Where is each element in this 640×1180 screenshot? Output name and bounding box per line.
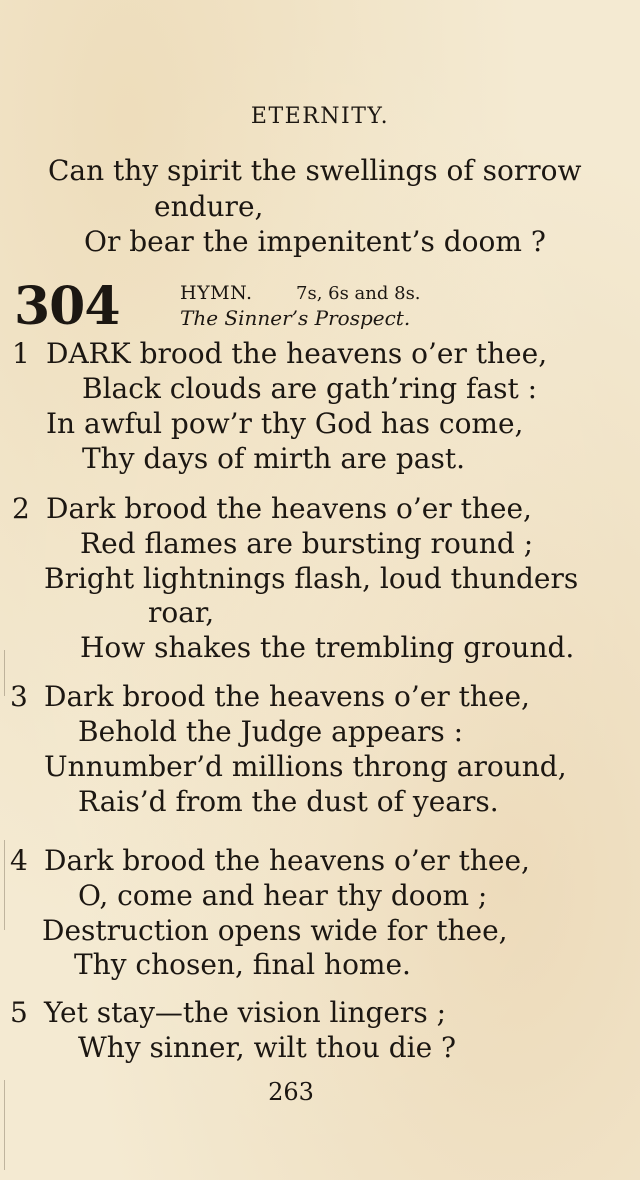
verse-line: DARK brood the heavens o’er thee,: [46, 337, 548, 370]
verse-line: Thy chosen, final home.: [74, 948, 411, 981]
hymn-title: The Sinner’s Prospect.: [180, 306, 411, 330]
verse-line: Bright lightnings flash, loud thunders: [44, 562, 579, 595]
verse-line: How shakes the trembling ground.: [80, 631, 575, 664]
stanza-number: 5: [10, 996, 28, 1029]
stanza-number: 3: [10, 680, 28, 713]
hymn-number: 304: [14, 276, 120, 337]
verse-line: Thy days of mirth are past.: [82, 442, 466, 475]
stanza-number: 4: [10, 844, 28, 877]
verse-line: Dark brood the heavens o’er thee,: [44, 844, 530, 877]
running-header: ETERNITY.: [250, 104, 390, 129]
verse-line: Red flames are bursting round ;: [80, 527, 534, 560]
margin-mark: [4, 1080, 5, 1170]
stanza-number: 2: [12, 492, 30, 525]
carryover-line: Can thy spirit the swellings of sorrow: [48, 154, 582, 187]
verse-line: roar,: [148, 596, 215, 629]
margin-mark: [4, 840, 5, 930]
verse-line: Dark brood the heavens o’er thee,: [44, 680, 530, 713]
stanza-number: 1: [12, 337, 30, 370]
carryover-line: Or bear the impenitent’s doom ?: [84, 225, 546, 258]
hymn-label: HYMN.: [180, 282, 253, 304]
verse-line: In awful pow’r thy God has come,: [46, 407, 524, 440]
verse-line: Unnumber’d millions throng around,: [44, 750, 567, 783]
page-number: 263: [268, 1078, 314, 1106]
verse-line: O, come and hear thy doom ;: [78, 879, 488, 912]
verse-line: Black clouds are gath’ring fast :: [82, 372, 538, 405]
verse-line: Why sinner, wilt thou die ?: [78, 1031, 457, 1064]
verse-line: Rais’d from the dust of years.: [78, 785, 499, 818]
verse-line: Dark brood the heavens o’er thee,: [46, 492, 532, 525]
margin-mark: [4, 650, 5, 696]
verse-line: Destruction opens wide for thee,: [42, 914, 508, 947]
verse-line: Behold the Judge appears :: [78, 715, 464, 748]
carryover-line: endure,: [154, 190, 264, 223]
hymn-meter: 7s, 6s and 8s.: [296, 283, 421, 304]
verse-line: Yet stay—the vision lingers ;: [44, 996, 447, 1029]
